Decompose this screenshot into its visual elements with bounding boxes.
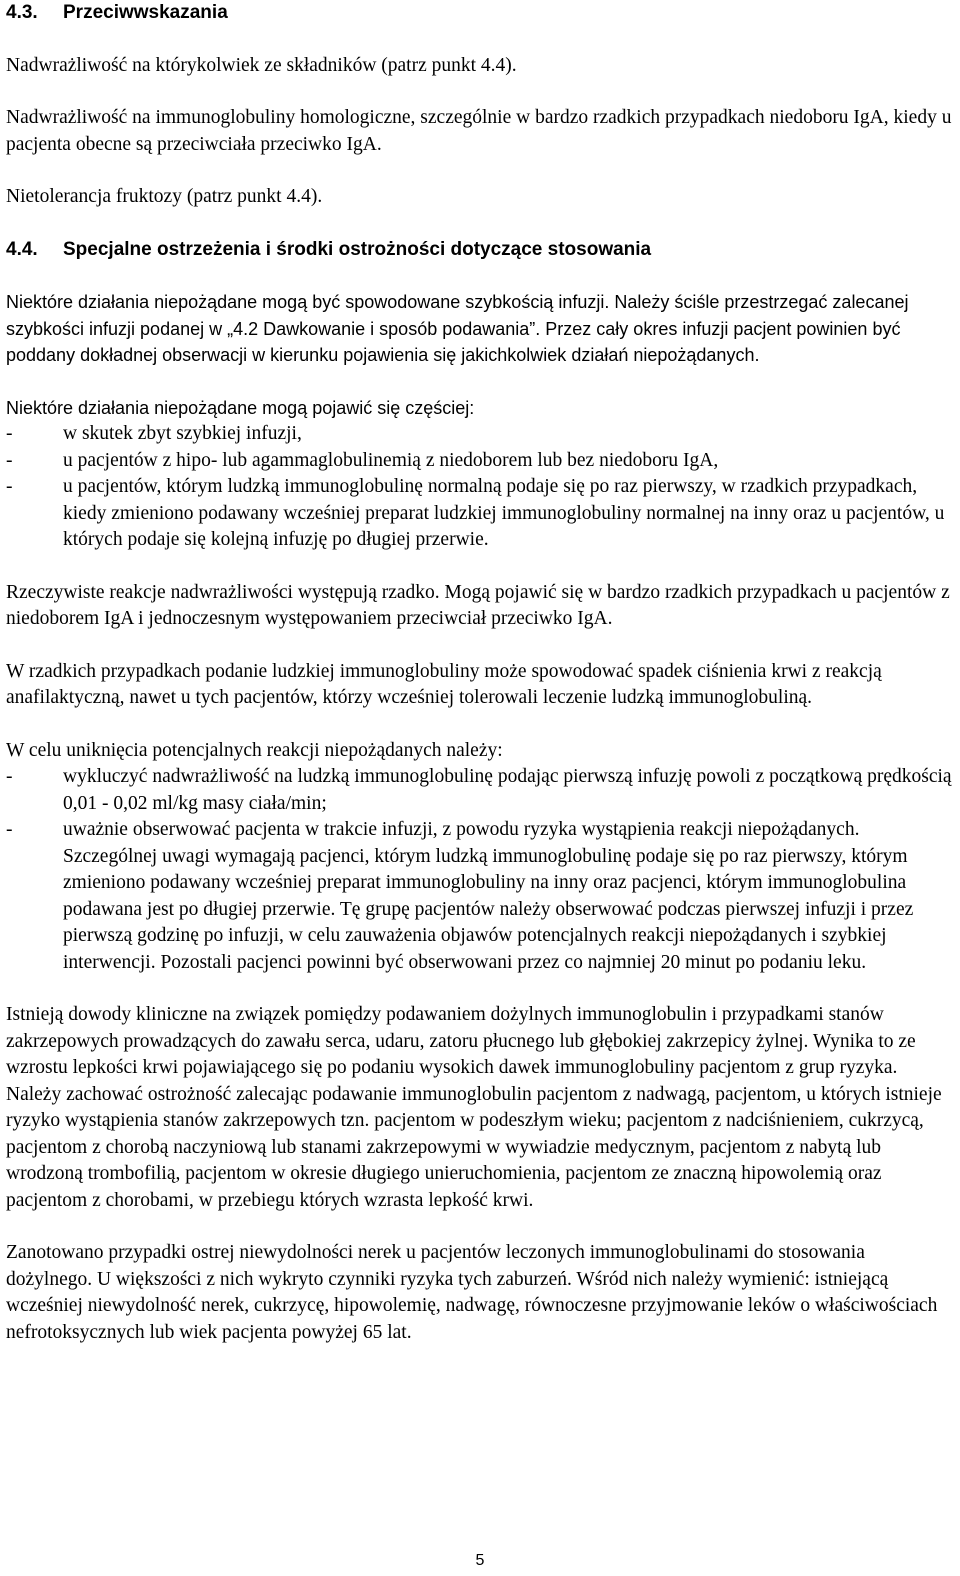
list-item bbox=[6, 421, 954, 448]
section-number: 4.4. bbox=[6, 238, 38, 260]
paragraph: Zanotowano przypadki ostrej niewydolności nerek u pacjentów leczonych immunoglobulinami do stosowania dożylnego. U większości z nich wykryto czynniki ryzyka tych zaburzeń. Wśród nich należy wymienić: istniejącą wcześniej niewydolność nerek, cukrzycę, hipowolemię, nadwagę, równoczesne przyjmowanie leków o właściwościach nefrotoksycznych lub wiek pacjenta powyżej 65 lat. bbox=[6, 1242, 938, 1343]
paragraph: Nadwrażliwość na immunoglobuliny homologiczne, szczególnie w bardzo rzadkich przypadkach niedoboru IgA, kiedy u pacjenta obecne są przeciwciała przeciwko IgA. bbox=[6, 107, 952, 155]
list-marker: - bbox=[6, 766, 13, 787]
section-number: 4.3. bbox=[6, 2, 38, 23]
paragraph: Niektóre działania niepożądane mogą być spowodowane szybkością infuzji. Należy ściśle przestrzegać zalecanej szybkości infuzji podanej w „4.2 Dawkowanie i sposób podawania”. Przez cały okres infuzji pacjent powinien być poddany dokładnej obserwacji w kierunku pojawienia się jakichkolwiek działań niepożądanych. bbox=[6, 292, 909, 365]
list-item bbox=[6, 448, 954, 475]
list-marker: - bbox=[6, 449, 13, 471]
list-marker: - bbox=[6, 423, 13, 444]
list-item-text: w skutek zbyt szybkiej infuzji, bbox=[63, 423, 302, 444]
section-title: Specjalne ostrzeżenia i środki ostrożności dotyczące stosowania bbox=[63, 238, 652, 260]
paragraph: Nadwrażliwość na którykolwiek ze składników (patrz punkt 4.4). bbox=[6, 54, 517, 76]
list-item-text: u pacjentów, którym ludzką immunoglobulinę normalną podaje się po raz pierwszy, w rzadkich przypadkach, kiedy zmieniono podawany wcześniej preparat ludzkiej immunoglobuliny normalnej na inny oraz u pacjentów, u których podaje się kolejną infuzję po długiej przerwie. bbox=[63, 476, 945, 550]
list-item-text: uważnie obserwować pacjenta w trakcie infuzji, z powodu ryzyka wystąpienia reakcji niepożądanych. Szczególnej uwagi wymagają pacjenci, którym ludzką immunoglobulinę podaje się po raz pierwszy, którym zmieniono podawany wcześniej preparat immunoglobuliny na inny oraz pacjenci, którym immunoglobulina podawana jest po długiej przerwie. Tę grupę pacjentów należy obserwować podczas pierwszej infuzji i przez pierwszą godzinę po infuzji, w celu zauważenia objawów potencjalnych reakcji niepożądanych i szybkiej interwencji. Pozostali pacjenci powinni być obserwowani przez co najmniej 20 minut po podaniu leku. bbox=[63, 819, 914, 973]
bullet-list bbox=[6, 421, 954, 554]
page-number: 5 bbox=[475, 1552, 485, 1569]
list-item bbox=[6, 474, 954, 554]
section-title: Przeciwwskazania bbox=[63, 2, 228, 23]
list-intro: W celu uniknięcia potencjalnych reakcji niepożądanych należy: bbox=[6, 739, 503, 761]
list-marker: - bbox=[6, 476, 13, 497]
list-item bbox=[6, 817, 954, 976]
list-item-text: wykluczyć nadwrażliwość na ludzką immunoglobulinę podając pierwszą infuzję powoli z początkową prędkością 0,01 - 0,02 ml/kg masy ciała/min; bbox=[63, 766, 952, 814]
section-heading-4-3 bbox=[6, 0, 954, 27]
list-intro: Niektóre działania niepożądane mogą pojawić się częściej: bbox=[6, 397, 475, 418]
list-marker: - bbox=[6, 819, 13, 840]
paragraph: Istnieją dowody kliniczne na związek pomiędzy podawaniem dożylnych immunoglobulin i przypadkami stanów zakrzepowych prowadzących do zawału serca, udaru, zatoru płucnego lub głębokiej zakrzepicy żylnej. Wynika to ze wzrostu lepkości krwi pojawiającego się po podaniu wysokich dawek immunoglobuliny pacjentom z grup ryzyka. Należy zachować ostrożność zalecając podawanie immunoglobulin pacjentom z nadwagą, pacjentom, u których istnieje ryzyko wystąpienia stanów zakrzepowych tzn. pacjentom w podeszłym wieku; pacjentom z nadciśnieniem, cukrzycą, pacjentom z chorobą naczyniową lub stanami zakrzepowymi w wywiadzie medycznym, pacjentom z nabytą lub wrodzoną trombofilią, pacjentom w okresie długiego unieruchomienia, pacjentom ze znaczną hipowolemią oraz pacjentom z chorobami, w przebiegu których wzrasta lepkość krwi. bbox=[6, 1004, 942, 1211]
list-item-text: u pacjentów z hipo- lub agammaglobulinemią z niedoborem lub bez niedoboru IgA, bbox=[63, 449, 719, 471]
list-item bbox=[6, 764, 954, 817]
document-page bbox=[6, 0, 954, 1346]
paragraph: Nietolerancja fruktozy (patrz punkt 4.4). bbox=[6, 186, 323, 207]
section-heading-4-4 bbox=[6, 237, 954, 264]
paragraph: W rzadkich przypadkach podanie ludzkiej immunoglobuliny może spowodować spadek ciśnienia krwi z reakcją anafilaktyczną, nawet u tych pacjentów, którzy wcześniej tolerowali leczenie ludzką immunoglobuliną. bbox=[6, 660, 882, 708]
paragraph: Rzeczywiste reakcje nadwrażliwości występują rzadko. Mogą pojawić się w bardzo rzadkich przypadkach u pacjentów z niedoborem IgA i jednoczesnym występowaniem przeciwciał przeciwko IgA. bbox=[6, 581, 950, 629]
bullet-list bbox=[6, 764, 954, 976]
